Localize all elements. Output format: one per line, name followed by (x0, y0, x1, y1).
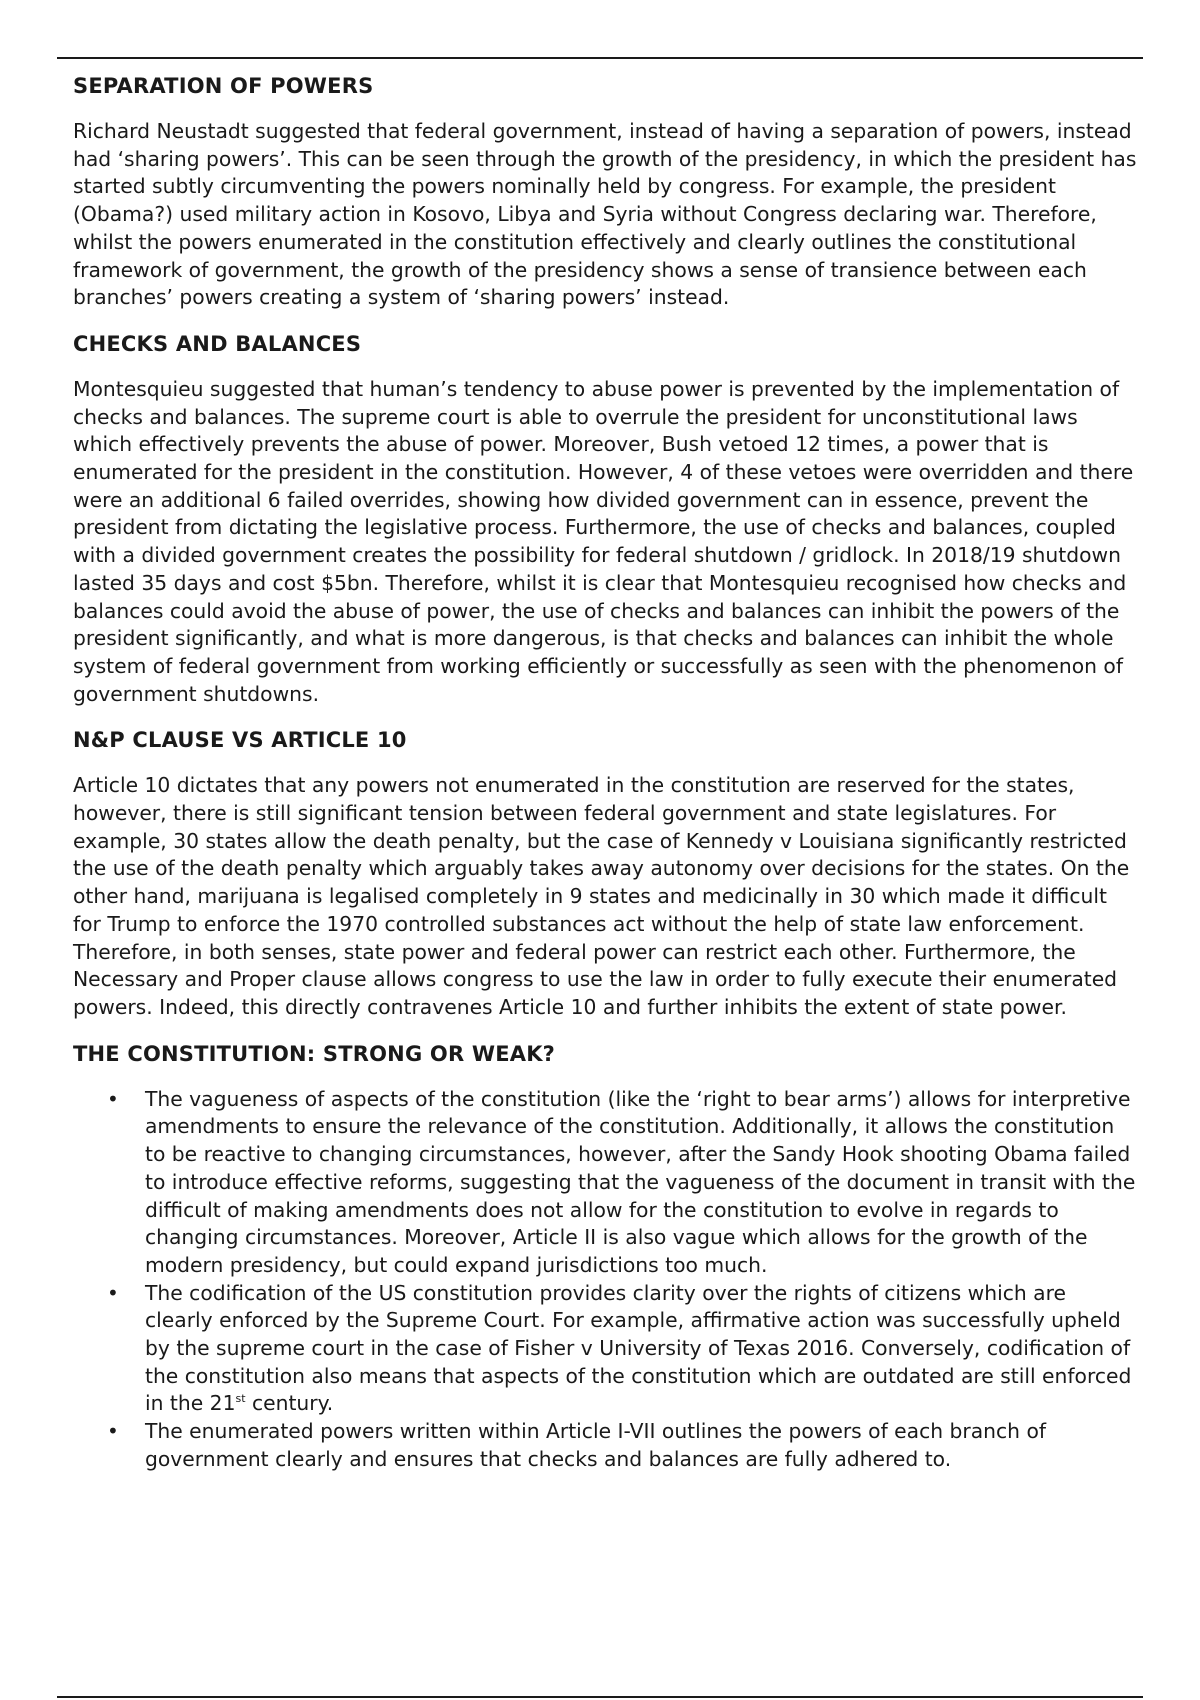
bullet-icon: • (107, 1280, 119, 1305)
section-paragraph: Article 10 dictates that any powers not enumerated in the constitution are reserved for the states, however, there is still significant tension between federal government and state legislatures. For example, 30 states allow the death penalty, but the case of Kennedy v Louisiana significantly restricted the use of the death penalty which arguably takes away autonomy over decisions for the states. On the other hand, marijuana is legalised completely in 9 states and medicinally in 30 which made it difficult for Trump to enforce the 1970 controlled substances act without the help of state law enforcement. Therefore, in both senses, state power and federal power can restrict each other. Furthermore, the Necessary and Proper clause allows congress to use the law in order to fully execute their enumerated powers. Indeed, this directly contravenes Article 10 and further inhibits the extent of state power. (73, 773, 1130, 1019)
section-heading: N&P CLAUSE VS ARTICLE 10 (73, 728, 407, 753)
list-item (73, 1086, 1137, 1280)
list-item-text-tail: century. (245, 1391, 334, 1416)
section-checks-and-balances (73, 326, 1137, 708)
top-rule (57, 57, 1143, 59)
list-item (73, 1418, 1137, 1473)
section-heading: SEPARATION OF POWERS (73, 74, 374, 98)
document-page (73, 68, 1137, 1474)
section-paragraph: Montesquieu suggested that human’s tendency to abuse power is prevented by the implementation of checks and balances. The supreme court is able to overrule the president for unconstitutional laws which effectively prevents the abuse of power. Moreover, Bush vetoed 12 times, a power that is enumerated for the president in the constitution. However, 4 of these vetoes were overridden and there were an additional 6 failed overrides, showing how divided government can in essence, prevent the president from dictating the legislative process. Furthermore, the use of checks and balances, coupled with a divided government creates the possibility for federal shutdown / gridlock. In 2018/19 shutdown lasted 35 days and cost $5bn. Therefore, whilst it is clear that Montesquieu recognised how checks and balances could avoid the abuse of power, the use of checks and balances can inhibit the powers of the president significantly, and what is more dangerous, is that checks and balances can inhibit the whole system of federal government from working efficiently or successfully as seen with the phenomenon of government shutdowns. (73, 376, 1134, 706)
list-item-text: The enumerated powers written within Article I-VII outlines the powers of each branch of government clearly and ensures that checks and balances are fully adhered to. (145, 1419, 1047, 1471)
list-item-text: The vagueness of aspects of the constitution (like the ‘right to bear arms’) allows for interpretive amendments to ensure the relevance of the constitution. Additionally, it allows the constitution to be reactive to changing circumstances, however, after the Sandy Hook shooting Obama failed to introduce effective reforms, suggesting that the vagueness of the document in transit with the difficult of making amendments does not allow for the constitution to evolve in regards to changing circumstances. Moreover, Article II is also vague which allows for the growth of the modern presidency, but could expand jurisdictions too much. (145, 1086, 1136, 1277)
section-heading: CHECKS AND BALANCES (73, 331, 362, 356)
list-item (73, 1280, 1137, 1419)
section-separation-of-powers (73, 68, 1137, 312)
bottom-rule (57, 1696, 1143, 1698)
list-item-text: The codification of the US constitution provides clarity over the rights of citizens which are clearly enforced by the Supreme Court. For example, affirmative action was successfully upheld by the supreme court in the case of Fisher v University of Texas 2016. Conversely, codification of the constitution also means that aspects of the constitution which are outdated are still enforced in the 21 (145, 1280, 1132, 1416)
section-paragraph: Richard Neustadt suggested that federal government, instead of having a separation of powers, instead had ‘sharing powers’. This can be seen through the growth of the presidency, in which the president has started subtly circumventing the powers nominally held by congress. For example, the president (Obama?) used military action in Kosovo, Libya and Syria without Congress declaring war. Therefore, whilst the powers enumerated in the constitution effectively and clearly outlines the constitutional framework of government, the growth of the presidency shows a sense of transience between each branches’ powers creating a system of ‘sharing powers’ instead. (73, 119, 1137, 310)
bullet-icon: • (107, 1086, 119, 1111)
ordinal-superscript: st (235, 1392, 246, 1406)
bullet-list (73, 1086, 1137, 1474)
section-heading: THE CONSTITUTION: STRONG OR WEAK? (73, 1041, 556, 1066)
section-np-clause-vs-article-10 (73, 722, 1137, 1021)
bullet-icon: • (107, 1419, 119, 1444)
section-constitution-strong-or-weak (73, 1036, 1137, 1474)
